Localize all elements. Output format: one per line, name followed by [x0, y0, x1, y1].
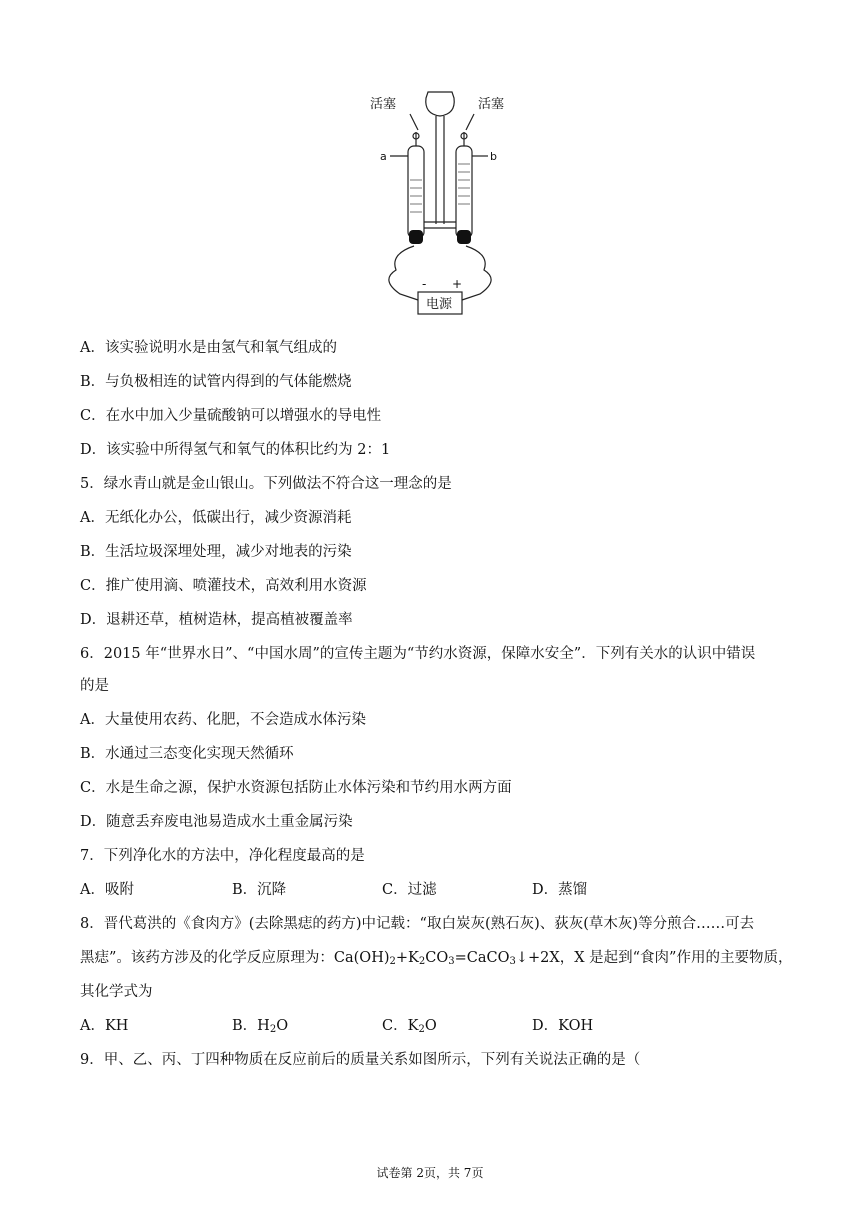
- q6-stem-line2: 的是: [80, 678, 109, 694]
- q9-stem: 9．甲、乙、丙、丁四种物质在反应前后的质量关系如图所示，下列有关说法正确的是（: [80, 1052, 641, 1068]
- q7-option-d: D．蒸馏: [532, 882, 588, 898]
- q4-option-a: A．该实验说明水是由氢气和氧气组成的: [80, 340, 337, 356]
- q5-stem: 5．绿水青山就是金山银山。下列做法不符合这一理念的是: [80, 476, 452, 492]
- q5-option-d: D．退耕还草，植树造林，提高植被覆盖率: [80, 612, 353, 628]
- label-minus: -: [422, 277, 427, 291]
- q4-option-c: C．在水中加入少量硫酸钠可以增强水的导电性: [80, 408, 382, 424]
- electrolysis-apparatus-figure: [370, 84, 510, 324]
- right-tube: [456, 146, 472, 238]
- q7-stem: 7．下列净化水的方法中，净化程度最高的是: [80, 848, 365, 864]
- label-b: b: [490, 150, 497, 163]
- q5-option-c: C．推广使用滴、喷灌技术，高效利用水资源: [80, 578, 367, 594]
- q4-option-b: B．与负极相连的试管内得到的气体能燃烧: [80, 374, 352, 390]
- label-plus: +: [452, 277, 463, 291]
- q8-option-a: A．KH: [80, 1018, 129, 1034]
- right-electrode: [457, 230, 471, 244]
- q8-option-b: B．$H_2O$: [232, 1018, 289, 1035]
- page-footer: 试卷第 2页，共 7页: [376, 1166, 484, 1180]
- left-tube: [408, 146, 424, 238]
- label-left-stopcock: 活塞: [370, 97, 397, 112]
- q8-stem-line1: 8．晋代葛洪的《食肉方》(去除黑痣的药方)中记载：“取白炭灰(熟石灰)、荻灰(草木灰)等分煎合……可去: [80, 916, 755, 932]
- q6-option-d: D．随意丢弃废电池易造成水土重金属污染: [80, 814, 353, 830]
- funnel-bulb: [426, 92, 454, 116]
- q4-option-d: D．该实验中所得氢气和氧气的体积比约为 2：1: [80, 442, 391, 458]
- left-electrode: [409, 230, 423, 244]
- q6-option-c: C．水是生命之源，保护水资源包括防止水体污染和节约用水两方面: [80, 780, 512, 796]
- q5-option-a: A．无纸化办公，低碳出行，减少资源消耗: [80, 510, 352, 526]
- q6-option-b: B．水通过三态变化实现天然循环: [80, 746, 294, 762]
- q6-stem-line1: 6．2015 年“世界水日”、“中国水周”的宣传主题为“节约水资源，保障水安全”．下列有关水的认识中错误: [80, 646, 756, 662]
- q7-option-b: B．沉降: [232, 882, 287, 898]
- q5-option-b: B．生活垃圾深埋处理，减少对地表的污染: [80, 544, 352, 560]
- label-right-stopcock: 活塞: [478, 97, 505, 112]
- label-power: 电源: [426, 297, 453, 312]
- q7-option-a: A．吸附: [80, 882, 134, 898]
- q8-stem-line3: 其化学式为: [80, 984, 153, 1000]
- q8-option-d: D．KOH: [532, 1018, 594, 1034]
- label-a: a: [380, 150, 387, 163]
- q8-option-c: C．$K_2O$: [382, 1018, 437, 1035]
- q8-stem-line2: 黑痣”。该药方涉及的化学反应原理为：$Ca(OH)_2+K_2CO_3=CaCO_3↓+2X$，X 是起到“食肉”作用的主要物质，: [80, 950, 793, 967]
- q7-option-c: C．过滤: [382, 882, 437, 898]
- q6-option-a: A．大量使用农药、化肥，不会造成水体污染: [80, 712, 366, 728]
